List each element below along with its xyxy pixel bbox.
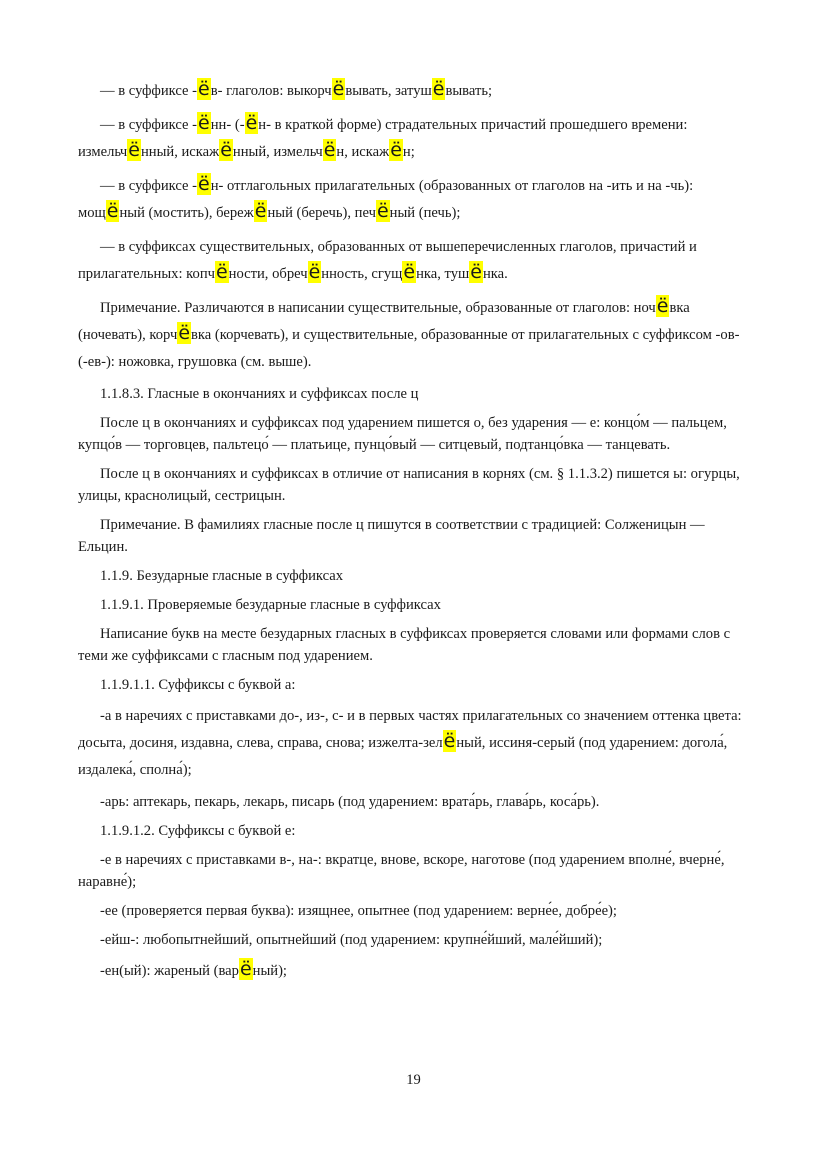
paragraph (78, 820, 750, 842)
text-run: 1.1.9.1. Проверяемые безударные гласные в суффиксах (100, 597, 441, 613)
text-run: — в суффиксе - (100, 117, 198, 133)
text-run: Примечание. Различаются в написании существительные, образованные от глаголов: ноч (100, 300, 656, 316)
highlighted-yo: ё (245, 112, 258, 134)
paragraph (78, 849, 750, 893)
paragraph (78, 295, 750, 376)
highlighted-yo: ё (403, 261, 416, 283)
text-run: 1.1.9. Безударные гласные в суффиксах (100, 568, 344, 584)
paragraph (78, 78, 750, 105)
paragraph (78, 594, 750, 616)
page-body (78, 78, 750, 992)
text-run: вывать, затуш (345, 83, 432, 99)
highlighted-yo: ё (106, 200, 119, 222)
text-run: н- в краткой форме) страдательных причастий прошедшего времени: измельч (78, 117, 688, 160)
highlighted-yo: ё (470, 261, 482, 283)
text-run: — в суффиксах существительных, образованных от вышеперечисленных глаголов, причастий и прилагательных: копч (78, 239, 697, 282)
highlighted-yo: ё (443, 730, 456, 752)
highlighted-yo: ё (128, 139, 140, 161)
text-run: ный (печь); (389, 205, 461, 221)
text-run: -ейш-: любопытнейший, опытнейший (под ударением: крупне́йший, мале́йший); (100, 932, 603, 948)
paragraph (78, 791, 750, 813)
highlighted-yo: ё (220, 139, 232, 161)
paragraph (78, 900, 750, 922)
highlighted-yo: ё (198, 173, 210, 195)
text-run: -е в наречиях с приставками в-, на-: вкратце, внове, вскоре, наготове (под ударением вполне́, вчерне́, наравне́); (78, 852, 725, 890)
text-run: вывать; (445, 83, 493, 99)
highlighted-yo: ё (215, 261, 228, 283)
text-run: Написание букв на месте безударных гласных в суффиксах проверяется словами или формами слов с теми же суффиксами с гласным под ударением. (78, 626, 731, 664)
text-run: 1.1.9.1.2. Суффиксы с буквой е: (100, 823, 296, 839)
text-run: нка. (482, 266, 508, 282)
text-run: нн- (- (210, 117, 245, 133)
paragraph (78, 929, 750, 951)
text-run: 1.1.9.1.1. Суффиксы с буквой а: (100, 677, 296, 693)
text-run: вка (ночевать), корч (78, 300, 690, 343)
text-run: — в суффиксе - (100, 83, 198, 99)
text-run: ности, обреч (228, 266, 308, 282)
paragraph (78, 514, 750, 558)
paragraph (78, 958, 750, 985)
highlighted-yo: ё (323, 139, 336, 161)
highlighted-yo: ё (198, 112, 210, 134)
highlighted-yo: ё (390, 139, 402, 161)
text-run: ный, иссиня-серый (под ударением: догола́, издалека́, сполна́); (78, 735, 728, 778)
text-run: нный, измельч (232, 144, 323, 160)
text-run: -а в наречиях с приставками до-, из-, с- и в первых частях прилагательных со значением оттенка цвета: досыта, досиня, издавна, слева, справа, снова; изжелта-зел (78, 708, 742, 751)
paragraph (78, 173, 750, 227)
text-run: После ц в окончаниях и суффиксах в отличие от написания в корнях (см. § 1.1.3.2) пишется ы: огурцы, улицы, краснолицый, сестрицын. (78, 466, 740, 504)
paragraph (78, 623, 750, 667)
paragraph (78, 565, 750, 587)
text-run: ный (беречь), печ (267, 205, 376, 221)
highlighted-yo: ё (178, 322, 191, 344)
highlighted-yo: ё (254, 200, 267, 222)
paragraph (78, 674, 750, 696)
text-run: 1.1.8.3. Гласные в окончаниях и суффиксах после ц (100, 386, 419, 402)
text-run: ный (мостить), береж (119, 205, 254, 221)
text-run: нность, сгущ (321, 266, 403, 282)
text-run: н- отглагольных прилагательных (образованных от глаголов на -ить и на -чь): мощ (78, 178, 694, 221)
text-run: После ц в окончаниях и суффиксах под ударением пишется о, без ударения — е: концо́м — пальцем, купцо́в — торговцев, пальтецо́ — платьице, пунцо́вый — ситцевый, подтанцо́вка — танцевать. (78, 415, 727, 453)
text-run: -ее (проверяется первая буква): изящнее, опытнее (под ударением: верне́е, добре́е); (100, 903, 617, 919)
text-run: ный); (252, 963, 287, 979)
paragraph (78, 234, 750, 288)
text-run: нный, искаж (140, 144, 220, 160)
page-number: 19 (406, 1072, 421, 1088)
text-run: нка, туш (416, 266, 470, 282)
text-run: н; (402, 144, 415, 160)
highlighted-yo: ё (376, 200, 389, 222)
text-run: в- глаголов: выкорч (210, 83, 332, 99)
text-run: -арь: аптекарь, пекарь, лекарь, писарь (под ударением: врата́рь, глава́рь, коса́рь). (100, 794, 600, 810)
text-run: вка (корчевать), и существительные, образованные от прилагательных с суффиксом -ов- (-ев-): ножовка, грушовка (см. выше). (78, 327, 740, 370)
highlighted-yo: ё (332, 78, 345, 100)
text-run: -ен(ый): жареный (вар (100, 963, 239, 979)
paragraph (78, 463, 750, 507)
highlighted-yo: ё (656, 295, 669, 317)
paragraph (78, 703, 750, 784)
paragraph (78, 412, 750, 456)
highlighted-yo: ё (239, 958, 252, 980)
highlighted-yo: ё (432, 78, 445, 100)
text-run: — в суффиксе - (100, 178, 198, 194)
highlighted-yo: ё (308, 261, 321, 283)
paragraph (78, 112, 750, 166)
text-run: н, искаж (336, 144, 390, 160)
highlighted-yo: ё (198, 78, 210, 100)
paragraph (78, 383, 750, 405)
text-run: Примечание. В фамилиях гласные после ц пишутся в соответствии с традицией: Солженицын — Ельцин. (78, 517, 705, 555)
